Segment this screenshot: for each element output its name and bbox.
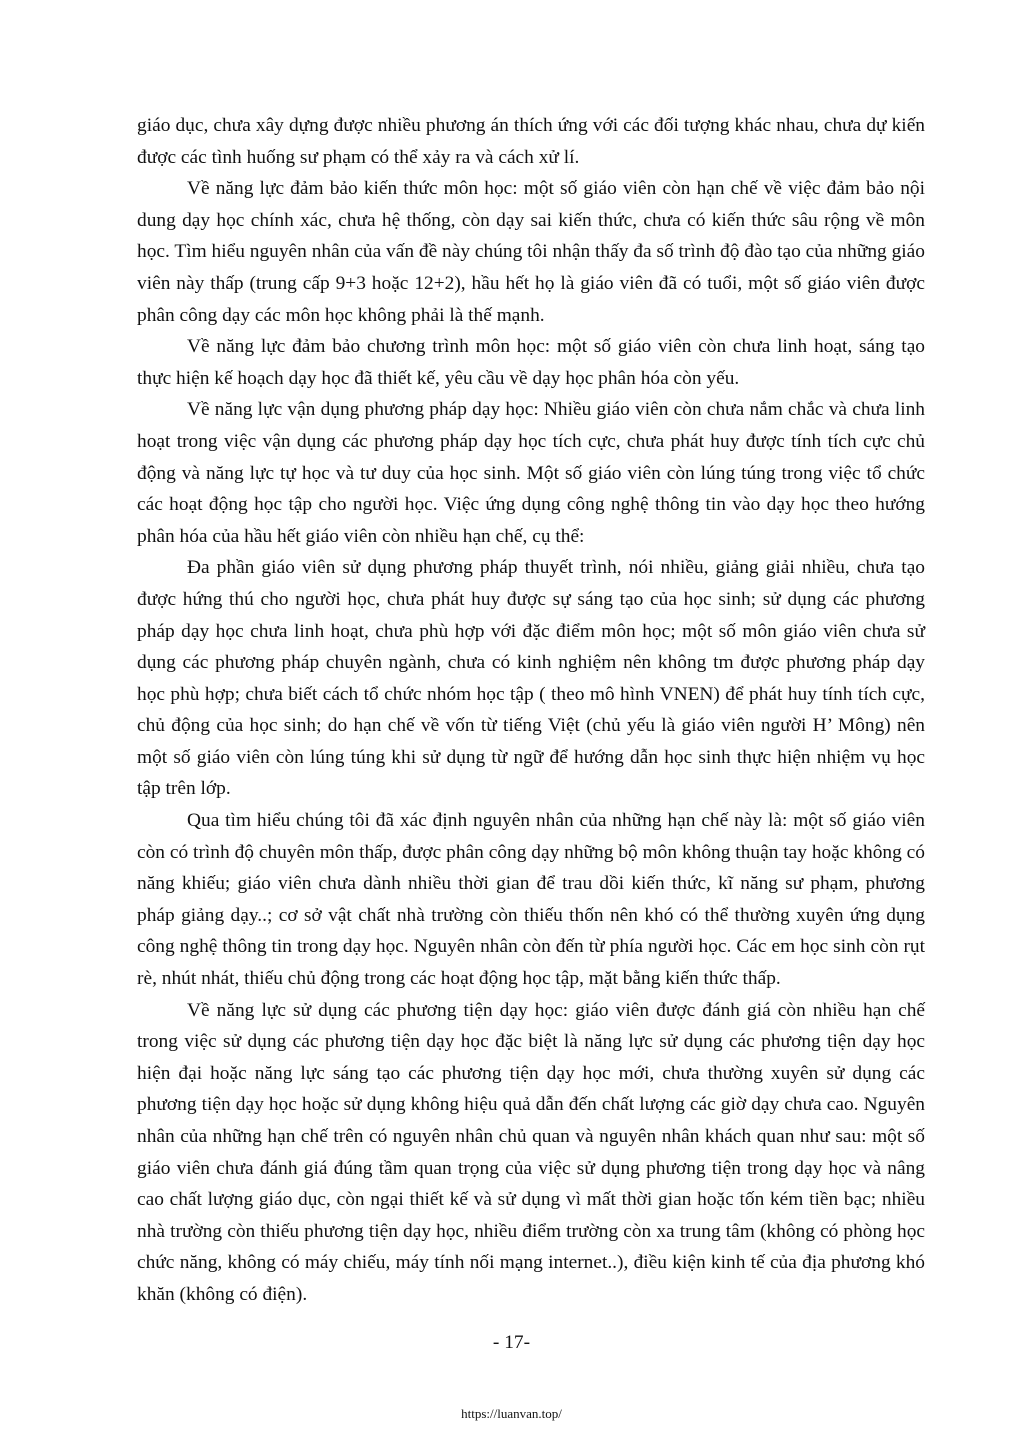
paragraph-2: Về năng lực đảm bảo kiến thức môn học: một số giáo viên còn hạn chế về việc đảm bảo nội dung dạy học chính xác, chưa hệ thống, còn dạy sai kiến thức, chưa có kiến thức sâu rộng về môn học. Tìm hiểu nguyên nhân của vấn đề này chúng tôi nhận thấy đa số trình độ đào tạo của những giáo viên này thấp (trung cấp 9+3 hoặc 12+2), hầu hết họ là giáo viên đã có tuổi, một số giáo viên được phân công dạy các môn học không phải là thế mạnh. <box>137 178 925 326</box>
footer-url: https://luanvan.top/ <box>461 1406 562 1421</box>
paragraph-1: giáo dục, chưa xây dựng được nhiều phương án thích ứng với các đối tượng khác nhau, chưa dự kiến được các tình huống sư phạm có thể xảy ra và cách xử lí. <box>137 115 925 168</box>
paragraph-7: Về năng lực sử dụng các phương tiện dạy học: giáo viên được đánh giá còn nhiều hạn chế trong việc sử dụng các phương tiện dạy học đặc biệt là năng lực sử dụng các phương tiện dạy học hiện đại hoặc năng lực sáng tạo các phương tiện dạy học mới, chưa thường xuyên sử dụng các phương tiện dạy học hoặc sử dụng không hiệu quả dẫn đến chất lượng các giờ dạy chưa cao. Nguyên nhân của những hạn chế trên có nguyên nhân chủ quan và nguyên nhân khách quan như sau: một số giáo viên chưa đánh giá đúng tầm quan trọng của việc sử dụng phương tiện trong dạy học và nâng cao chất lượng giáo dục, còn ngại thiết kế và sử dụng vì mất thời gian hoặc tốn kém tiền bạc; nhiều nhà trường còn thiếu phương tiện dạy học, nhiều điểm trường còn xa trung tâm (không có phòng học chức năng, không có máy chiếu, máy tính nối mạng internet..), điều kiện kinh tế của địa phương khó khăn (không có điện). <box>137 999 925 1305</box>
paragraph-6: Qua tìm hiểu chúng tôi đã xác định nguyên nhân của những hạn chế này là: một số giáo viên còn có trình độ chuyên môn thấp, được phân công dạy những bộ môn không thuận tay hoặc không có năng khiếu; giáo viên chưa dành nhiều thời gian để trau dồi kiến thức, kĩ năng sư phạm, phương pháp giảng dạy..; cơ sở vật chất nhà trường còn thiếu thốn nên khó có thể thường xuyên ứng dụng công nghệ thông tin trong dạy học. Nguyên nhân còn đến từ phía người học. Các em học sinh còn rụt rè, nhút nhát, thiếu chủ động trong các hoạt động học tập, mặt bằng kiến thức thấp. <box>137 810 925 990</box>
page-number: - 17- <box>492 1332 531 1353</box>
body-text <box>137 110 925 1311</box>
paragraph-4: Về năng lực vận dụng phương pháp dạy học: Nhiều giáo viên còn chưa nắm chắc và chưa linh hoạt trong việc vận dụng các phương pháp dạy học tích cực, chưa phát huy được tính tích cực chủ động và năng lực tự học và tư duy của học sinh. Một số giáo viên còn lúng túng trong việc tổ chức các hoạt động học tập cho người học. Việc ứng dụng công nghệ thông tin vào dạy học theo hướng phân hóa của hầu hết giáo viên còn nhiều hạn chế, cụ thể: <box>137 399 925 547</box>
paragraph-5: Đa phần giáo viên sử dụng phương pháp thuyết trình, nói nhiều, giảng giải nhiều, chưa tạo được hứng thú cho người học, chưa phát huy được sự sáng tạo của học sinh; sử dụng các phương pháp dạy học chưa linh hoạt, chưa phù hợp với đặc điểm môn học; một số môn giáo viên chưa sử dụng các phương pháp chuyên ngành, chưa có kinh nghiệm nên không tm được phương pháp dạy học phù hợp; chưa biết cách tổ chức nhóm học tập ( theo mô hình VNEN) để phát huy tính tích cực, chủ động của học sinh; do hạn chế về vốn từ tiếng Việt (chủ yếu là giáo viên người H’ Mông) nên một số giáo viên còn lúng túng khi sử dụng từ ngữ để hướng dẫn học sinh thực hiện nhiệm vụ học tập trên lớp. <box>137 557 925 800</box>
paragraph-3: Về năng lực đảm bảo chương trình môn học: một số giáo viên còn chưa linh hoạt, sáng tạo thực hiện kế hoạch dạy học đã thiết kế, yêu cầu về dạy học phân hóa còn yếu. <box>137 336 925 389</box>
